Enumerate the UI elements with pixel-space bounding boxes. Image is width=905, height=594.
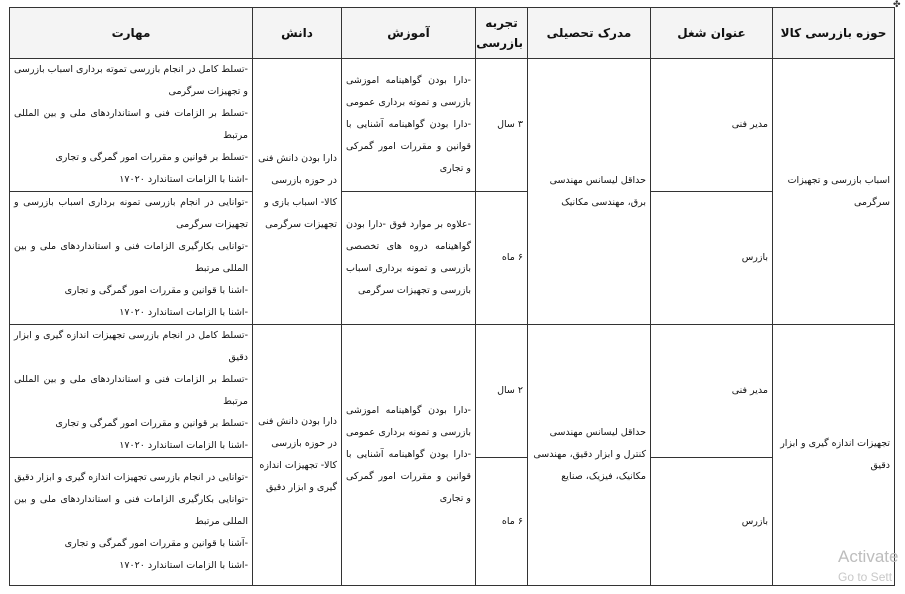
skill-item: -تسلط بر قوانین و مقررات امور گمرگی و تجاری — [55, 418, 248, 429]
skill-cell — [10, 325, 253, 458]
skill-item: -اشنا با الزامات استاندارد ۱۷۰۲۰ — [119, 174, 248, 185]
domain-cell: تجهیزات اندازه گیری و ابزار دقیق — [773, 325, 895, 586]
skill-item: -اشنا با قوانین و مقررات امور گمرگی و تجاری — [64, 285, 248, 296]
job-title-cell: بازرس — [651, 192, 773, 325]
header-training: آموزش — [342, 8, 476, 59]
header-row — [10, 8, 895, 59]
training-cell: -علاوه بر موارد فوق -دارا بودن گواهینامه دروه های تخصصی بازرسی و تمونه برداری اسباب بازرسی و تجهیزات سرگرمی — [342, 192, 476, 325]
job-title-cell: بازرس — [651, 458, 773, 586]
header-experience: تجربه بازرسی — [476, 8, 528, 59]
header-knowledge: دانش — [253, 8, 342, 59]
experience-cell: ۳ سال — [476, 59, 528, 192]
job-title-cell: مدیر فنی — [651, 325, 773, 458]
inspection-requirements-table — [9, 7, 895, 586]
knowledge-cell: دارا بودن دانش فنی در حوزه بازرسی کالا- اسباب بازی و تجهیزات سرگرمی — [253, 59, 342, 325]
skill-item: -تسلط کامل در انجام بازرسی تجهیزات اندازه گیری و ابزار دقیق — [14, 330, 248, 363]
degree-cell: حداقل لیسانس مهندسی کنترل و ابزار دقیق، مهندسی مکانیک، فیزیک، صنایع — [528, 325, 651, 586]
skill-cell — [10, 59, 253, 192]
activation-watermark-subtext: Go to Sett — [838, 570, 893, 584]
experience-cell: ۶ ماه — [476, 458, 528, 586]
training-cell: -دارا بودن گواهینامه اموزشی بازرسی و تمونه برداری عمومی -دارا بودن گواهینامه آشنایی با قوانین و مقررات امور گمرکی و تجاری — [342, 325, 476, 586]
skill-item: -تسلط بر الزامات فنی و استانداردهای ملی و بین المللی مرتبط — [14, 374, 248, 407]
skill-item: -تسلط بر الزامات فنی و استانداردهای ملی و بین المللی مرتبط — [14, 108, 248, 141]
domain-cell: اسباب بازرسی و تجهیزات سرگرمی — [773, 59, 895, 325]
training-cell: -دارا بودن گواهینامه اموزشی بازرسی و تموته برداری عمومی -دارا بودن گواهینامه آشنایی با قوانین و مقررات امور گمرکی و تجاری — [342, 59, 476, 192]
skill-item: -آشنا با قوانین و مقررات امور گمرگی و تجاری — [64, 537, 248, 549]
table-row — [10, 59, 895, 192]
skill-item: -توانایی بکارگیری الزامات فنی و استانداردهای ملی و بین المللی مرتبط — [14, 241, 248, 274]
degree-cell: حداقل لیسانس مهندسی برق، مهندسی مکانیک — [528, 59, 651, 325]
activation-watermark: Activate — [838, 547, 899, 566]
skill-item: -توانایی در انجام بازرسی تمونه برداری اسباب بازرسی و تجهیزات سرگرمی — [14, 197, 248, 230]
skill-item: -تسلط بر قوانین و مقررات امور گمرگی و تجاری — [55, 152, 248, 163]
table-row — [10, 192, 895, 325]
table-move-handle-icon[interactable]: ✤ — [893, 0, 901, 10]
experience-cell: ۶ ماه — [476, 192, 528, 325]
knowledge-cell: دارا بودن دانش فنی در حوزه بازرسی کالا- تجهیزات اندازه گیری و ابزار دقیق — [253, 325, 342, 586]
skill-item: -توانایی در انجام بازرسی تجهیزات اندازه گیری و ابزار دقیق — [14, 471, 248, 483]
skill-item: -تسلط کامل در انجام بازرسی تموته برداری اسباب بازرسی و تجهیزات سرگرمی — [14, 64, 248, 97]
experience-cell: ۲ سال — [476, 325, 528, 458]
header-degree: مدرک تحصیلی — [528, 8, 651, 59]
skill-item: -اشنا با الزامات استاندارد ۱۷۰۲۰ — [119, 440, 248, 451]
skill-item: -توانایی بکارگیری الزامات فنی و استانداردهای ملی و بین المللی مرتبط — [14, 493, 248, 527]
skill-cell — [10, 192, 253, 325]
skill-cell — [10, 458, 253, 586]
header-skill: مهارت — [10, 8, 253, 59]
job-title-cell: مدیر فنی — [651, 59, 773, 192]
header-job-title: عنوان شغل — [651, 8, 773, 59]
header-domain: حوزه بازرسی کالا — [773, 8, 895, 59]
table-row — [10, 325, 895, 458]
skill-item: -اشنا با الزامات استاندارد ۱۷۰۲۰ — [119, 307, 248, 318]
skill-item: -اشنا با الزامات استاندارد ۱۷۰۲۰ — [119, 559, 248, 571]
